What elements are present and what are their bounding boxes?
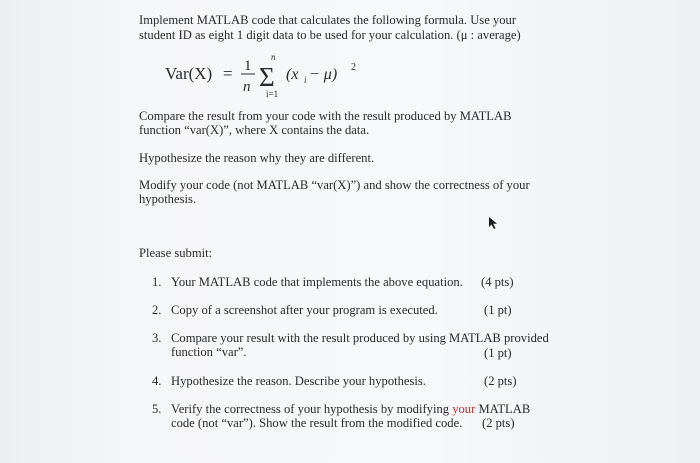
item-text-a: Verify the correctness of your hypothesis by modifying xyxy=(171,402,453,416)
modify-line-1: Modify your code (not MATLAB “var(X)”) and show the correctness of your xyxy=(139,178,530,192)
item-number: 3. xyxy=(152,331,162,345)
mouse-cursor-icon xyxy=(487,216,499,235)
sigma-symbol: Σ xyxy=(259,62,275,92)
intro-line-1: Implement MATLAB code that calculates the following formula. Use your xyxy=(139,13,517,27)
formula-equals: = xyxy=(223,64,233,83)
sum-lower-limit: i=1 xyxy=(266,89,279,99)
item-points: (4 pts) xyxy=(481,275,514,289)
item-text: Your MATLAB code that implements the above equation. xyxy=(171,275,463,289)
list-item xyxy=(152,402,530,417)
intro-line-2: student ID as eight 1 digit data to be used for your calculation. (μ : average) xyxy=(139,28,521,42)
item-text: Compare your result with the result produced by using MATLAB provided xyxy=(171,331,549,345)
item-text: Copy of a screenshot after your program is executed. xyxy=(171,303,438,317)
item-points: (2 pts) xyxy=(484,374,517,388)
item-text-b: MATLAB xyxy=(475,402,531,416)
modify-line-2: hypothesis. xyxy=(139,192,197,206)
item-points: (2 pts) xyxy=(482,416,515,430)
item-continuation: function “var”. xyxy=(171,345,247,359)
formula-denominator: n xyxy=(243,79,251,95)
formula-numerator: 1 xyxy=(244,58,252,74)
formula-subscript: i xyxy=(304,75,307,85)
sum-upper-limit: n xyxy=(271,52,276,62)
list-item xyxy=(152,331,549,346)
item-points: (1 pt) xyxy=(484,303,512,317)
variance-formula xyxy=(165,50,425,100)
item-text-your: your xyxy=(452,402,476,416)
list-item xyxy=(152,374,426,389)
item-number: 5. xyxy=(152,402,162,416)
compare-line-2: function “var(X)”, where X contains the data. xyxy=(139,123,370,137)
item-continuation: code (not “var”). Show the result from the modified code. xyxy=(171,416,463,430)
item-points: (1 pt) xyxy=(484,346,512,360)
compare-line-1: Compare the result from your code with the result produced by MATLAB xyxy=(139,109,512,123)
formula-lhs: Var(X) xyxy=(165,64,213,83)
formula-exponent: 2 xyxy=(351,62,356,73)
item-text: Hypothesize the reason. Describe your hypothesis. xyxy=(171,374,426,388)
list-item xyxy=(152,275,463,290)
hypothesize-text: Hypothesize the reason why they are different. xyxy=(139,151,375,165)
item-number: 2. xyxy=(152,303,162,317)
list-item xyxy=(152,303,438,318)
submit-heading: Please submit: xyxy=(139,246,213,260)
item-number: 4. xyxy=(152,374,162,388)
item-number: 1. xyxy=(152,275,162,289)
formula-term: (x xyxy=(286,66,299,83)
formula-minus-mu: − μ) xyxy=(309,66,338,83)
